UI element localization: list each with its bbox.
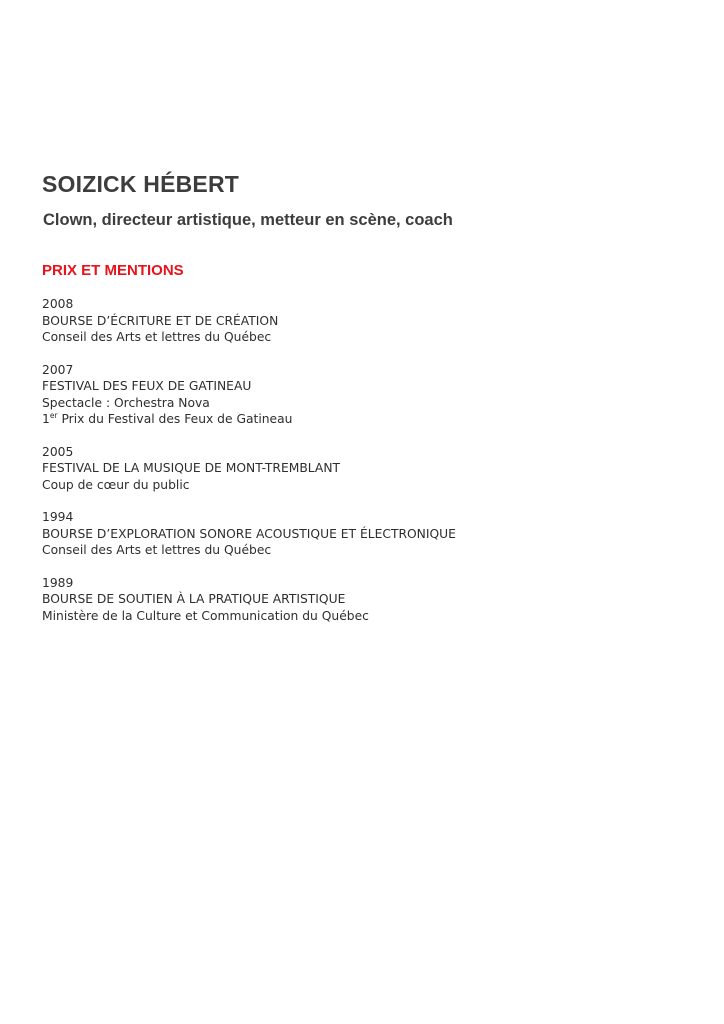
award-prize xyxy=(42,411,692,428)
award-year: 2007 xyxy=(42,362,74,377)
award-entry-2007 xyxy=(42,362,692,428)
award-entry-2008 xyxy=(42,296,692,346)
award-organization: Coup de cœur du public xyxy=(42,477,190,492)
award-title: BOURSE D’ÉCRITURE ET DE CRÉATION xyxy=(42,313,279,328)
award-detail: Spectacle : Orchestra Nova xyxy=(42,395,210,410)
prize-rank-number: 1 xyxy=(42,412,50,426)
award-entry-1989 xyxy=(42,575,692,625)
award-organization: Conseil des Arts et lettres du Québec xyxy=(42,543,272,557)
person-roles: Clown, directeur artistique, metteur en scène, coach xyxy=(43,211,453,229)
award-title: FESTIVAL DES FEUX DE GATINEAU xyxy=(42,379,252,393)
award-title: FESTIVAL DE LA MUSIQUE DE MONT-TREMBLANT xyxy=(42,461,341,475)
award-year: 2005 xyxy=(42,444,74,459)
prize-rank-text: Prix du Festival des Feux de Gatineau xyxy=(57,412,293,426)
person-name: SOIZICK HÉBERT xyxy=(42,171,240,197)
award-year: 2008 xyxy=(42,297,74,311)
award-organization: Conseil des Arts et lettres du Québec xyxy=(42,330,272,344)
prize-rank-superscript: er xyxy=(49,411,58,420)
award-entry-1994 xyxy=(42,509,692,559)
award-organization: Ministère de la Culture et Communication du Québec xyxy=(42,608,369,623)
award-year: 1994 xyxy=(42,510,74,524)
award-title: BOURSE DE SOUTIEN À LA PRATIQUE ARTISTIQUE xyxy=(42,592,346,606)
awards-list xyxy=(42,296,692,640)
section-title: PRIX ET MENTIONS xyxy=(42,262,184,279)
award-year: 1989 xyxy=(42,575,74,590)
award-title: BOURSE D’EXPLORATION SONORE ACOUSTIQUE ET ÉLECTRONIQUE xyxy=(42,526,456,541)
award-entry-2005 xyxy=(42,444,692,494)
